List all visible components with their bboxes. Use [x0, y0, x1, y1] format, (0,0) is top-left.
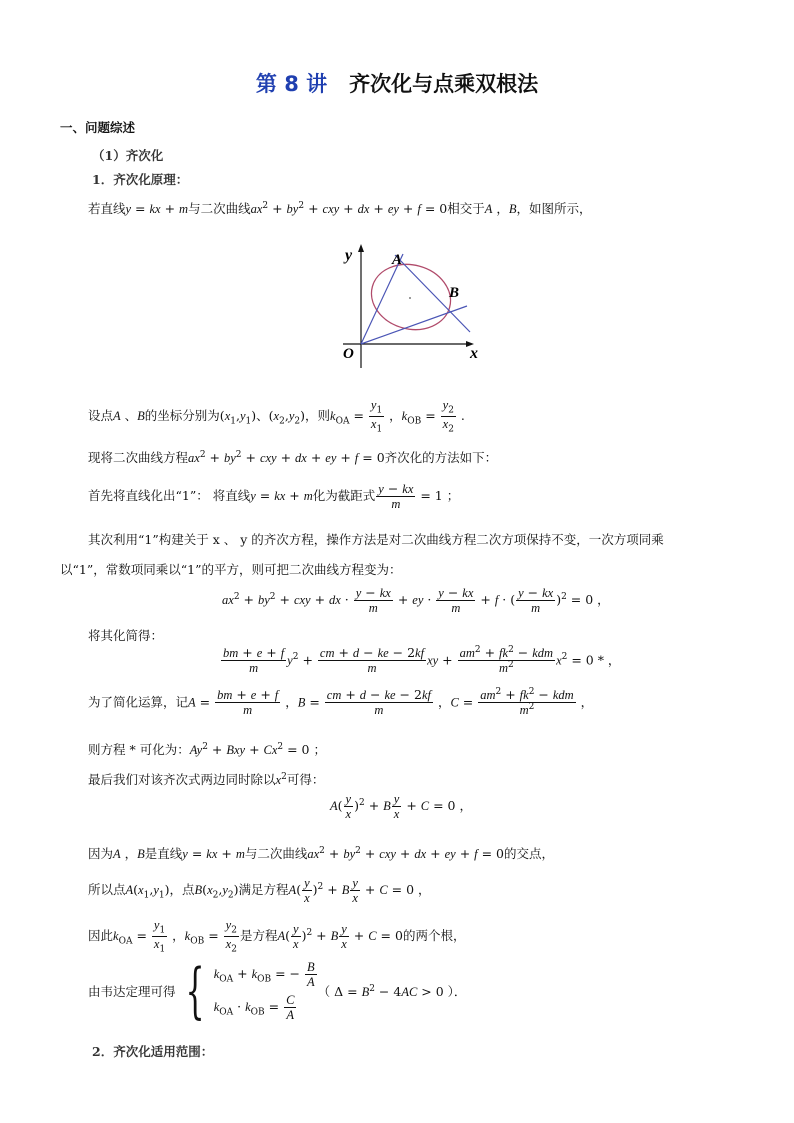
- page-title: [0, 68, 794, 98]
- y-axis-arrow: [358, 244, 364, 252]
- first-step-paragraph: 首先将直线化出“1”： 将直线y = kx + m化为截距式 $\frac{y - kx}{m}$ = 1 ；: [88, 481, 460, 512]
- line-OB: [361, 306, 467, 344]
- point-a-label: A: [392, 252, 403, 268]
- because-paragraph: 因为A ，B是直线y = kx + m与二次曲线$ax^2 + by^2$ + cxy + dx + ey + f = 0的交点，: [88, 845, 555, 861]
- system-brace: {: [185, 956, 205, 1027]
- item-heading-2: 2．齐次化适用范围：: [92, 1044, 214, 1059]
- ellipse-center-dot: [409, 297, 411, 299]
- second-step-line-2: 以“1”，常数项同乘以“1”的平方，则可把二次曲线方程变为：: [60, 562, 402, 577]
- homogenized-equation: $ax^2 + by^2$ + cxy + dx · $\frac{y - kx}{m}$ + ey · $\frac{y - kx}{m}$ + f · ( $\frac{y - kx}{m}$ )$^2$ = 0 ，: [222, 585, 610, 616]
- point-b-label: B: [449, 285, 460, 301]
- y-label: y: [345, 247, 353, 264]
- coords-paragraph: 设点A 、B的坐标分别为$(x_1,y_1)$、$(x_2,y_2)$，则$k_{OA}$ = $\frac{y_1}{x_1}$ ，$k_{OB}$ = $\frac{y_2}{x_2}$ .: [88, 398, 465, 435]
- lecture-number: 第 8 讲: [255, 72, 328, 96]
- intro-paragraph: 若直线y = kx + m与二次曲线$ax^2 + by^2$ + cxy + dx + ey + f = 0相交于A ，B，如图所示，: [88, 200, 592, 216]
- section-heading: 一、问题综述: [60, 120, 136, 135]
- lecture-topic: 齐次化与点乘双根法: [349, 72, 539, 96]
- vieta-paragraph: 由韦达定理可得 { $k_{OA} + k_{OB}$ = − $\frac{B}{A}$ $k_{OA} \cdot k_{OB}$ = $\frac{C}{A}$ （ $\Delta = B^2 - 4AC > 0$ ）．: [88, 956, 467, 1027]
- divide-paragraph: 最后我们对该齐次式两边同时除以$x^2$可得：: [88, 771, 325, 787]
- origin-label: O: [343, 346, 354, 362]
- x-label: x: [470, 345, 478, 362]
- divided-equation: A( $\frac{y}{x}$ )$^2$ + B $\frac{y}{x}$ + C = 0 ，: [330, 792, 472, 822]
- simplified-equation: $\frac{bm + e + f}{m}$ $y^2$ + $\frac{cm + d - ke - 2kf}{m}$ xy + $\frac{am^2 + fk^2 - kdm}{m^2}$ $x^2 = 0$ * ，: [223, 645, 621, 676]
- method-paragraph: 现将二次曲线方程$ax^2 + by^2$ + cxy + dx + ey + f = 0齐次化的方法如下：: [88, 449, 498, 465]
- abbrev-paragraph: 为了简化运算，记A = $\frac{bm + e + f}{m}$ ，B = $\frac{cm + d - ke - 2kf}{m}$ ，C = $\frac{am^2 + fk^2 - kdm}{m^2}$ ，: [88, 687, 594, 718]
- subsection-heading: （1）齐次化: [92, 148, 164, 163]
- second-step-line-1: 其次利用“1”构建关于 x 、 y 的齐次方程，操作方法是对二次曲线方程二次方项保持不变，一次方项同乘: [88, 532, 664, 547]
- equation-form-paragraph: 则方程 * 可化为：$Ay^2$ + Bxy + $Cx^2 = 0$ ；: [88, 741, 326, 757]
- figure-ellipse-line: [335, 240, 495, 380]
- item-heading-1: 1．齐次化原理：: [92, 172, 189, 187]
- so-paragraph: 所以点$A(x_1,y_1)$，点$B(x_2,y_2)$满足方程A( $\frac{y}{x}$ )$^2$ + B $\frac{y}{x}$ + C = 0 ，: [88, 876, 431, 906]
- simplify-label: 将其化简得：: [88, 628, 164, 643]
- hence-paragraph: 因此$k_{OA}$ = $\frac{y_1}{x_1}$ ，$k_{OB}$ = $\frac{y_2}{x_2}$ 是方程A( $\frac{y}{x}$ )$^2$ + B $\frac{y}{x}$ + C = 0的两个根，: [88, 918, 466, 955]
